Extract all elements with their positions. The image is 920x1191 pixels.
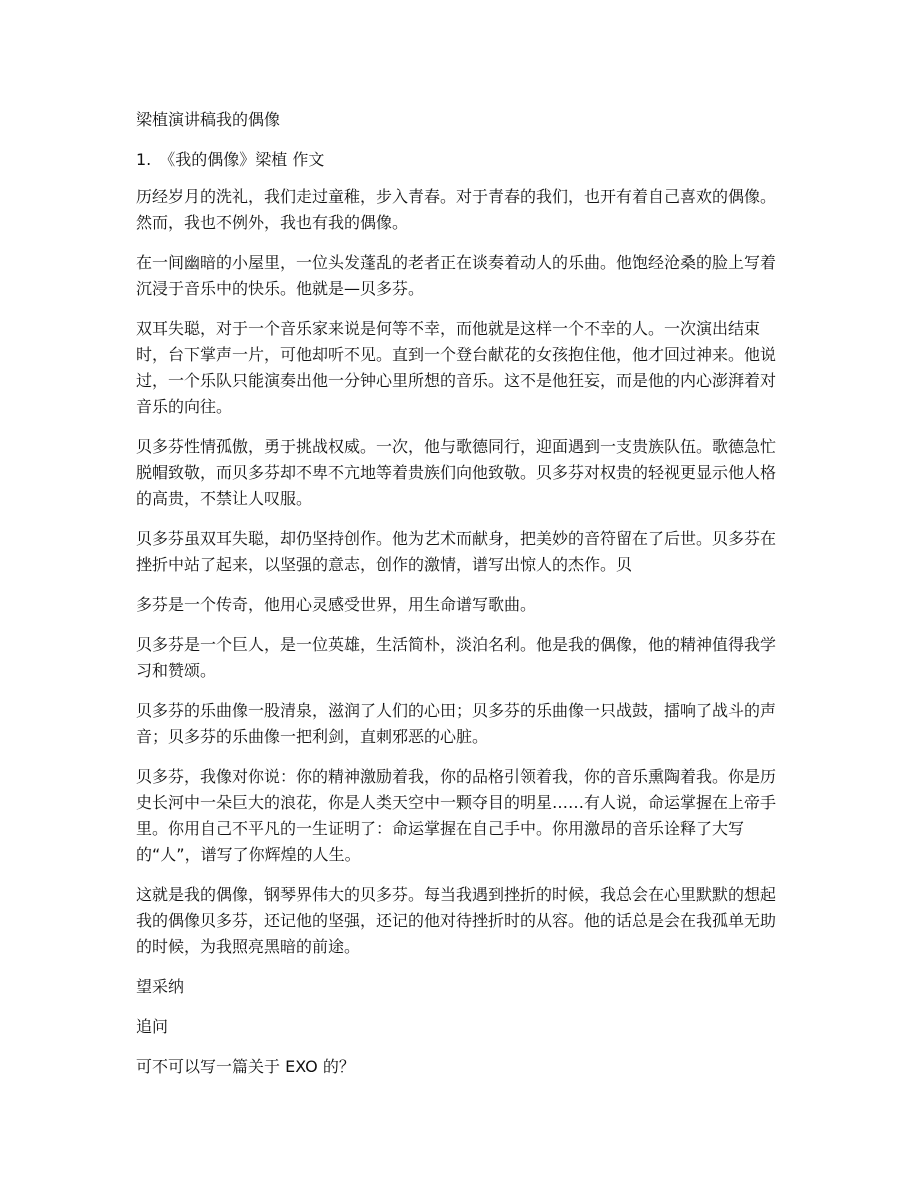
document-title: 梁植演讲稿我的偶像 (136, 110, 281, 129)
paragraph-accept: 望采纳 (136, 977, 185, 996)
paragraph-conclusion: 这就是我的偶像，钢琴界伟大的贝多芬。每当我遇到挫折的时候，我总会在心里默默的想起我的偶像贝多芬，还记他的坚强，还记的他对待挫折时的从容。他的话总是会在我孤单无助的时候，为我照亮黑暗的前途。 (136, 885, 777, 956)
paragraph-followup-label: 追问 (136, 1017, 169, 1036)
paragraph-character: 贝多芬性情孤傲，勇于挑战权威。一次，他与歌德同行，迎面遇到一支贵族队伍。歌德急忙脱帽致敬，而贝多芬却不卑不亢地等着贵族们向他致敬。贝多芬对权贵的轻视更显示他人格的高贵，不禁让人叹服。 (136, 437, 777, 508)
section-heading: 1. 《我的偶像》梁植 作文 (136, 150, 325, 169)
paragraph-deafness: 双耳失聪，对于一个音乐家来说是何等不幸，而他就是这样一个不幸的人。一次演出结束时，台下掌声一片，可他却听不见。直到一个登台献花的女孩抱住他，他才回过神来。他说过，一个乐队只能演奏出他一分钟心里所想的音乐。这不是他狂妄，而是他的内心澎湃着对音乐的向往。 (136, 319, 777, 416)
paragraph-scene: 在一间幽暗的小屋里，一位头发蓬乱的老者正在谈奏着动人的乐曲。他饱经沧桑的脸上写着沉浸于音乐中的快乐。他就是—贝多芬。 (136, 253, 777, 298)
document-content (136, 108, 786, 1094)
paragraph-hero: 贝多芬是一个巨人，是一位英雄，生活简朴，淡泊名利。他是我的偶像，他的精神值得我学习和赞颂。 (136, 635, 777, 680)
paragraph-address: 贝多芬，我像对你说：你的精神激励着我，你的品格引领着我，你的音乐熏陶着我。你是历史长河中一朵巨大的浪花，你是人类天空中一颗夺目的明星……有人说，命运掌握在上帝手里。你用自己不平凡的一生证明了：命运掌握在自己手中。你用激昂的音乐诠释了大写的“人”，谱写了你辉煌的人生。 (136, 767, 777, 864)
paragraph-intro: 历经岁月的洗礼，我们走过童稚，步入青春。对于青春的我们，也开有着自己喜欢的偶像。然而，我也不例外，我也有我的偶像。 (136, 187, 777, 232)
paragraph-followup-question: 可不可以写一篇关于 EXO 的？ (136, 1057, 355, 1076)
paragraph-creation: 贝多芬虽双耳失聪，却仍坚持创作。他为艺术而献身，把美妙的音符留在了后世。贝多芬在挫折中站了起来，以坚强的意志，创作的激情，谱写出惊人的杰作。贝 (136, 529, 777, 574)
paragraph-legend: 多芬是一个传奇，他用心灵感受世界，用生命谱写歌曲。 (136, 595, 537, 614)
paragraph-music: 贝多芬的乐曲像一股清泉，滋润了人们的心田；贝多芬的乐曲像一只战鼓，擂响了战斗的声音；贝多芬的乐曲像一把利剑，直刺邪恶的心脏。 (136, 701, 777, 746)
